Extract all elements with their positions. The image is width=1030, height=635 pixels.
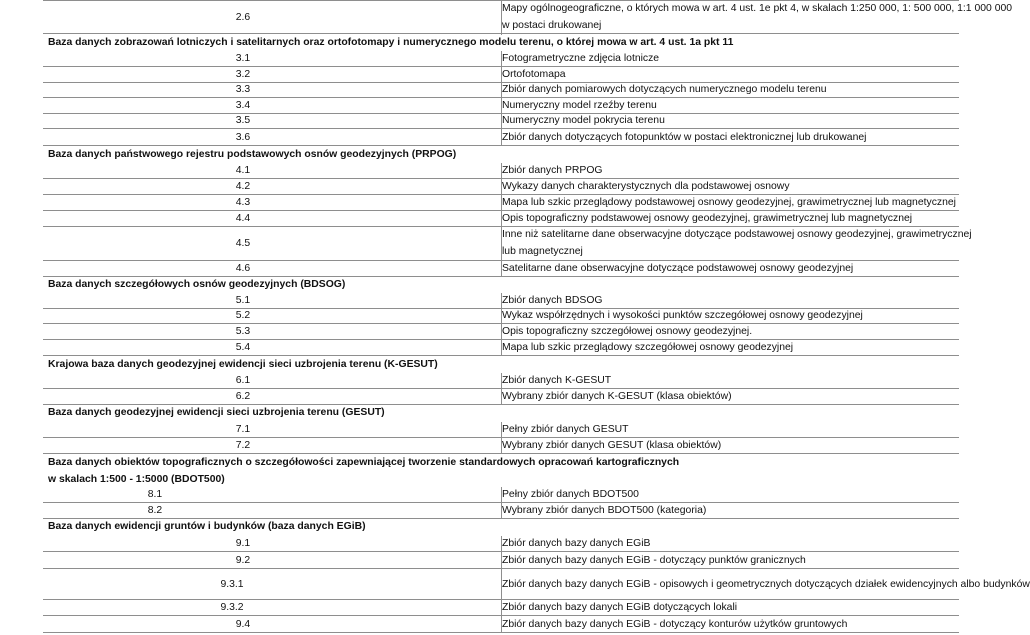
table-row	[43, 616, 959, 633]
table-row	[43, 0, 1013, 34]
item-description-continued: lub magnetycznej	[502, 246, 583, 257]
item-number: 3.5	[235, 115, 251, 126]
table-row	[43, 438, 959, 454]
item-number: 9.4	[235, 619, 251, 630]
column-divider	[501, 569, 502, 600]
item-number: 3.2	[235, 69, 251, 80]
item-number: 4.5	[235, 238, 251, 249]
column-divider	[501, 487, 502, 503]
table-row	[43, 82, 959, 98]
column-divider	[501, 600, 502, 616]
item-number: 6.1	[235, 375, 251, 386]
item-description: Satelitarne dane obserwacyjne dotyczące podstawowej osnowy geodezyjnej	[502, 263, 854, 274]
item-description: Zbiór danych bazy danych EGiB - dotyczący punktów granicznych	[502, 555, 806, 566]
table-row	[43, 340, 959, 356]
column-divider	[501, 422, 502, 438]
table-row	[43, 261, 959, 277]
item-description: Zbiór danych PRPOG	[502, 165, 603, 176]
item-number: 8.1	[147, 489, 163, 500]
section-heading: Baza danych obiektów topograficznych o szczegółowości zapewniającej tworzenie standardowych opracowań kartograficznych	[48, 457, 680, 468]
section-heading: Baza danych państwowego rejestru podstawowych osnów geodezyjnych (PRPOG)	[48, 149, 457, 160]
column-divider	[501, 293, 502, 309]
table-row	[43, 324, 959, 340]
item-description: Mapa lub szkic przeglądowy podstawowej osnowy geodezyjnej, grawimetrycznej lub magnetycznej	[502, 197, 956, 208]
column-divider	[501, 536, 502, 552]
column-divider	[501, 227, 502, 261]
item-description: Zbiór danych bazy danych EGiB - opisowych i geometrycznych dotyczących działek ewidencyjnych albo budynków	[502, 579, 1030, 590]
column-divider	[501, 308, 502, 324]
item-description: Zbiór danych pomiarowych dotyczących numerycznego modelu terenu	[502, 84, 827, 95]
column-divider	[501, 373, 502, 389]
column-divider	[501, 163, 502, 179]
table-row	[43, 487, 959, 503]
table-row	[43, 163, 959, 179]
section-heading: Baza danych geodezyjnej ewidencji sieci uzbrojenia terenu (GESUT)	[48, 407, 385, 418]
item-description-continued: w postaci drukowanej	[502, 20, 602, 31]
item-description: Zbiór danych K-GESUT	[502, 375, 612, 386]
table-row	[43, 389, 959, 405]
table-row	[43, 211, 959, 227]
item-number: 4.2	[235, 181, 251, 192]
column-divider	[501, 179, 502, 195]
item-description: Wykaz współrzędnych i wysokości punktów szczegółowej osnowy geodezyjnej	[502, 310, 863, 321]
item-number: 6.2	[235, 391, 251, 402]
item-description: Wybrany zbiór danych GESUT (klasa obiektów)	[502, 440, 722, 451]
table-row	[43, 179, 959, 195]
item-number: 4.4	[235, 213, 251, 224]
item-description: Zbiór danych bazy danych EGiB	[502, 538, 651, 549]
column-divider	[501, 1, 502, 35]
item-description: Numeryczny model pokrycia terenu	[502, 115, 665, 126]
table-row	[43, 552, 959, 569]
item-number: 3.1	[235, 53, 251, 64]
section-heading: w skalach 1:500 - 1:5000 (BDOT500)	[48, 474, 225, 485]
item-description: Numeryczny model rzeźby terenu	[502, 100, 657, 111]
table-row	[43, 113, 959, 129]
column-divider	[501, 211, 502, 227]
item-description: Wybrany zbiór danych K-GESUT (klasa obiektów)	[502, 391, 732, 402]
item-description: Zbiór danych BDSOG	[502, 295, 603, 306]
item-number: 3.6	[235, 132, 251, 143]
column-divider	[501, 438, 502, 454]
item-number: 4.3	[235, 197, 251, 208]
column-divider	[501, 503, 502, 519]
table-row	[43, 536, 959, 552]
section-heading: Krajowa baza danych geodezyjnej ewidencji sieci uzbrojenia terenu (K-GESUT)	[48, 359, 438, 370]
table-row	[43, 293, 959, 309]
table-row	[43, 67, 959, 83]
column-divider	[501, 67, 502, 83]
item-number: 9.3.2	[220, 602, 244, 613]
column-divider	[501, 51, 502, 67]
item-description: Zbiór danych dotyczących fotopunktów w postaci elektronicznej lub drukowanej	[502, 132, 867, 143]
section-heading: Baza danych szczegółowych osnów geodezyjnych (BDSOG)	[48, 279, 346, 290]
table-row	[43, 503, 959, 519]
column-divider	[501, 616, 502, 633]
table-row	[43, 600, 959, 616]
item-description: Ortofotomapa	[502, 69, 566, 80]
item-number: 5.3	[235, 326, 251, 337]
table-row	[43, 373, 959, 389]
item-number: 5.2	[235, 310, 251, 321]
item-number: 4.6	[235, 263, 251, 274]
item-number: 3.4	[235, 100, 251, 111]
item-number: 3.3	[235, 84, 251, 95]
item-description: Wykazy danych charakterystycznych dla podstawowej osnowy	[502, 181, 790, 192]
item-description: Opis topograficzny podstawowej osnowy geodezyjnej, grawimetrycznej lub magnetycznej	[502, 213, 913, 224]
column-divider	[501, 113, 502, 129]
item-description: Mapy ogólnogeograficzne, o których mowa w art. 4 ust. 1e pkt 4, w skalach 1:250 000, 1: 500 000, 1:1 000 000	[502, 3, 1013, 14]
item-description: Zbiór danych bazy danych EGiB dotyczących lokali	[502, 602, 738, 613]
table-row	[43, 129, 959, 146]
column-divider	[501, 552, 502, 569]
item-description: Wybrany zbiór danych BDOT500 (kategoria)	[502, 505, 707, 516]
column-divider	[501, 261, 502, 277]
item-number: 8.2	[147, 505, 163, 516]
item-description: Zbiór danych bazy danych EGiB - dotyczący konturów użytków gruntowych	[502, 619, 848, 630]
section-heading: Baza danych ewidencji gruntów i budynków (baza danych EGiB)	[48, 521, 366, 532]
column-divider	[501, 82, 502, 98]
column-divider	[501, 340, 502, 356]
column-divider	[501, 129, 502, 146]
item-description: Pełny zbiór danych GESUT	[502, 424, 629, 435]
table-row	[43, 51, 959, 67]
item-number: 9.1	[235, 538, 251, 549]
item-number: 7.1	[235, 424, 251, 435]
column-divider	[501, 324, 502, 340]
table-row	[43, 227, 972, 261]
table-row	[43, 98, 959, 114]
column-divider	[501, 98, 502, 114]
item-number: 5.1	[235, 295, 251, 306]
item-description: Opis topograficzny szczegółowej osnowy geodezyjnej.	[502, 326, 753, 337]
item-number: 4.1	[235, 165, 251, 176]
column-divider	[501, 195, 502, 211]
table-row	[43, 569, 1030, 600]
item-number: 5.4	[235, 342, 251, 353]
table-row	[43, 308, 959, 324]
item-description: Inne niż satelitarne dane obserwacyjne dotyczące podstawowej osnowy geodezyjnej, grawimetrycznej	[502, 229, 972, 240]
item-description: Pełny zbiór danych BDOT500	[502, 489, 639, 500]
item-description: Mapa lub szkic przeglądowy szczegółowej osnowy geodezyjnej	[502, 342, 794, 353]
table-row	[43, 195, 959, 211]
column-divider	[501, 389, 502, 405]
item-number: 7.2	[235, 440, 251, 451]
item-description: Fotogrametryczne zdjęcia lotnicze	[502, 53, 660, 64]
item-number: 2.6	[235, 12, 251, 23]
item-number: 9.2	[235, 555, 251, 566]
item-number: 9.3.1	[220, 579, 244, 590]
table-row	[43, 422, 959, 438]
section-heading: Baza danych zobrazowań lotniczych i satelitarnych oraz ortofotomapy i numerycznego modelu terenu, o której mowa w art. 4 ust. 1a pkt 11	[48, 37, 734, 48]
